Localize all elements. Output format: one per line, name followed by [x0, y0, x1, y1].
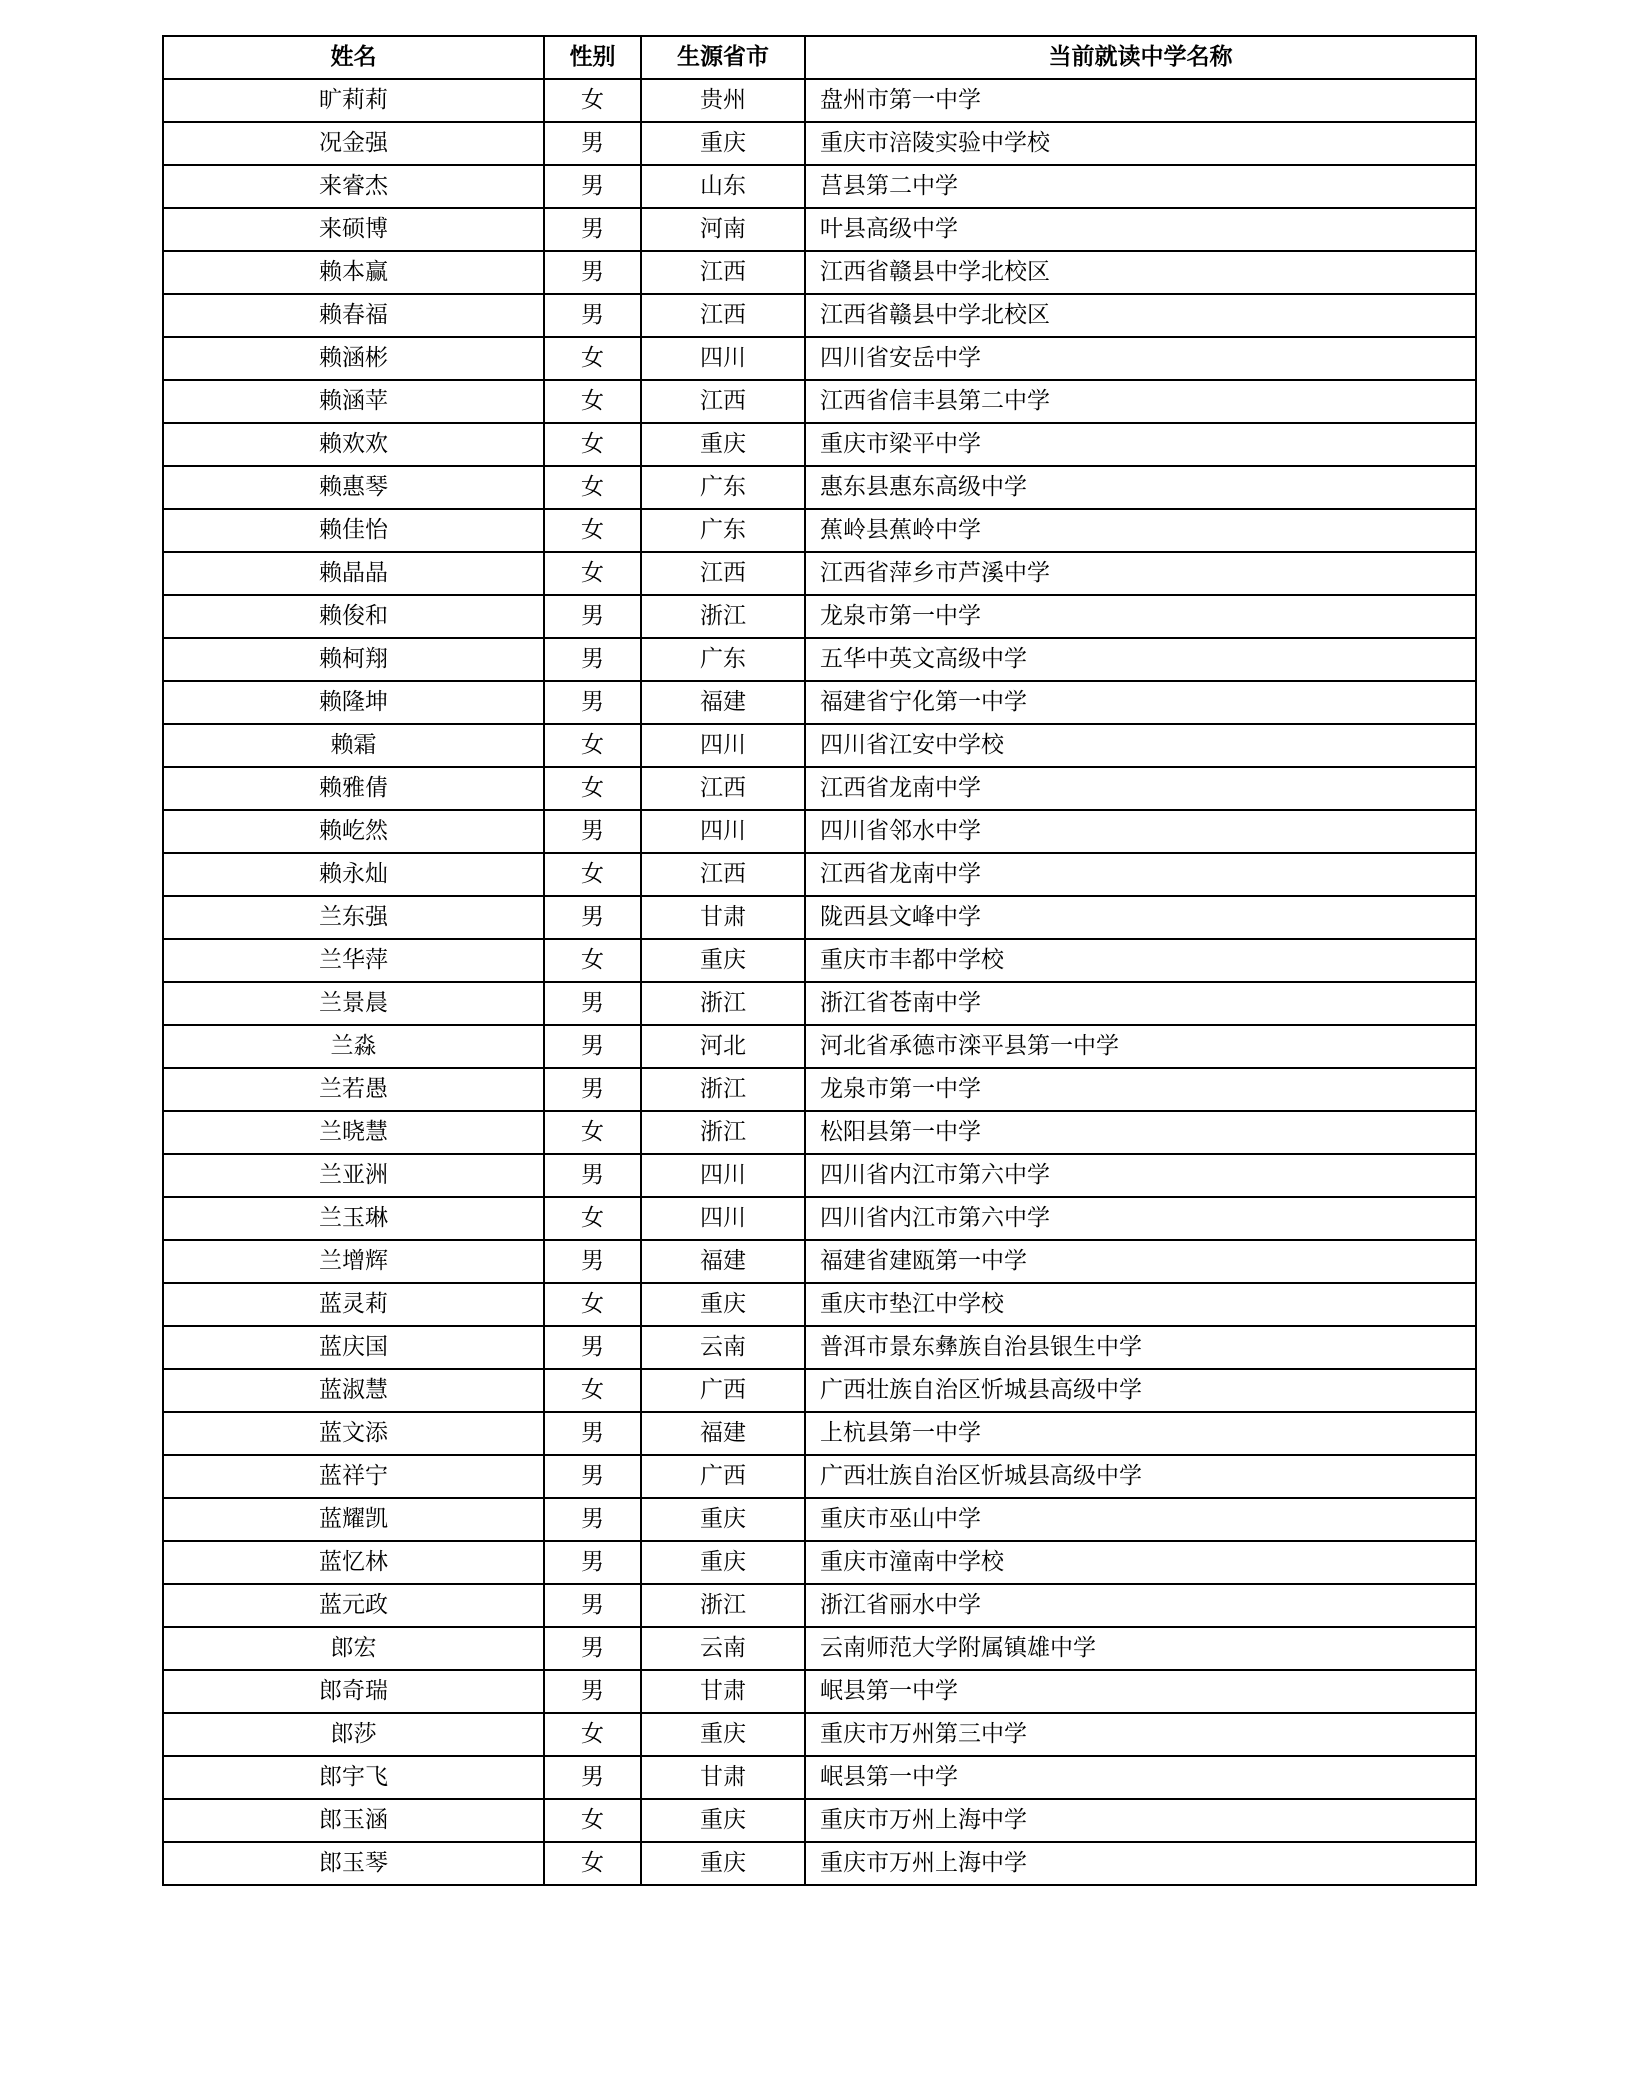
cell-name: 来硕博 — [163, 208, 544, 251]
cell-school: 重庆市万州上海中学 — [805, 1799, 1476, 1842]
cell-school: 广西壮族自治区忻城县高级中学 — [805, 1369, 1476, 1412]
cell-school: 江西省赣县中学北校区 — [805, 251, 1476, 294]
table-row — [163, 208, 1476, 251]
cell-school: 叶县高级中学 — [805, 208, 1476, 251]
cell-gender: 男 — [544, 1068, 641, 1111]
cell-gender: 女 — [544, 1799, 641, 1842]
cell-gender: 女 — [544, 767, 641, 810]
cell-name: 兰晓慧 — [163, 1111, 544, 1154]
table-row — [163, 810, 1476, 853]
cell-name: 来睿杰 — [163, 165, 544, 208]
cell-school: 重庆市丰都中学校 — [805, 939, 1476, 982]
cell-province: 云南 — [641, 1627, 805, 1670]
table-row — [163, 681, 1476, 724]
table-row — [163, 1240, 1476, 1283]
cell-name: 蓝庆国 — [163, 1326, 544, 1369]
cell-name: 郎玉涵 — [163, 1799, 544, 1842]
cell-gender: 男 — [544, 208, 641, 251]
table-row — [163, 638, 1476, 681]
cell-name: 蓝灵莉 — [163, 1283, 544, 1326]
cell-name: 赖春福 — [163, 294, 544, 337]
header-gender: 性别 — [544, 36, 641, 79]
cell-gender: 男 — [544, 165, 641, 208]
table-row — [163, 896, 1476, 939]
header-name: 姓名 — [163, 36, 544, 79]
cell-school: 重庆市潼南中学校 — [805, 1541, 1476, 1584]
cell-gender: 女 — [544, 466, 641, 509]
cell-name: 兰华萍 — [163, 939, 544, 982]
cell-gender: 男 — [544, 251, 641, 294]
cell-school: 莒县第二中学 — [805, 165, 1476, 208]
cell-province: 贵州 — [641, 79, 805, 122]
cell-province: 浙江 — [641, 595, 805, 638]
cell-name: 赖涵苹 — [163, 380, 544, 423]
table-row — [163, 1197, 1476, 1240]
cell-name: 赖屹然 — [163, 810, 544, 853]
cell-province: 浙江 — [641, 1111, 805, 1154]
cell-name: 兰玉琳 — [163, 1197, 544, 1240]
cell-province: 浙江 — [641, 982, 805, 1025]
cell-school: 四川省内江市第六中学 — [805, 1197, 1476, 1240]
cell-name: 兰亚洲 — [163, 1154, 544, 1197]
cell-gender: 女 — [544, 509, 641, 552]
cell-province: 四川 — [641, 337, 805, 380]
cell-gender: 女 — [544, 337, 641, 380]
cell-province: 浙江 — [641, 1584, 805, 1627]
cell-gender: 男 — [544, 810, 641, 853]
cell-name: 蓝耀凯 — [163, 1498, 544, 1541]
cell-name: 赖柯翔 — [163, 638, 544, 681]
cell-province: 四川 — [641, 1154, 805, 1197]
cell-gender: 男 — [544, 1541, 641, 1584]
cell-gender: 女 — [544, 1713, 641, 1756]
cell-name: 赖欢欢 — [163, 423, 544, 466]
cell-gender: 女 — [544, 79, 641, 122]
cell-province: 甘肃 — [641, 1670, 805, 1713]
cell-name: 蓝忆林 — [163, 1541, 544, 1584]
cell-gender: 男 — [544, 1498, 641, 1541]
cell-province: 福建 — [641, 1412, 805, 1455]
cell-name: 兰景晨 — [163, 982, 544, 1025]
cell-name: 郎奇瑞 — [163, 1670, 544, 1713]
cell-province: 四川 — [641, 724, 805, 767]
cell-gender: 女 — [544, 1197, 641, 1240]
table-row — [163, 724, 1476, 767]
cell-gender: 男 — [544, 122, 641, 165]
table-row — [163, 1670, 1476, 1713]
cell-school: 重庆市万州上海中学 — [805, 1842, 1476, 1885]
table-row — [163, 1713, 1476, 1756]
cell-school: 江西省信丰县第二中学 — [805, 380, 1476, 423]
table-row — [163, 466, 1476, 509]
cell-province: 广东 — [641, 466, 805, 509]
table-row — [163, 79, 1476, 122]
cell-school: 河北省承德市滦平县第一中学 — [805, 1025, 1476, 1068]
cell-school: 蕉岭县蕉岭中学 — [805, 509, 1476, 552]
cell-province: 四川 — [641, 810, 805, 853]
cell-school: 江西省龙南中学 — [805, 767, 1476, 810]
cell-province: 广东 — [641, 509, 805, 552]
cell-name: 郎宇飞 — [163, 1756, 544, 1799]
table-row — [163, 1756, 1476, 1799]
cell-school: 重庆市涪陵实验中学校 — [805, 122, 1476, 165]
cell-name: 郎宏 — [163, 1627, 544, 1670]
cell-province: 河北 — [641, 1025, 805, 1068]
table-row — [163, 982, 1476, 1025]
cell-gender: 男 — [544, 1240, 641, 1283]
cell-school: 重庆市巫山中学 — [805, 1498, 1476, 1541]
cell-school: 龙泉市第一中学 — [805, 1068, 1476, 1111]
table-row — [163, 1842, 1476, 1885]
cell-province: 浙江 — [641, 1068, 805, 1111]
cell-province: 江西 — [641, 294, 805, 337]
cell-gender: 男 — [544, 1756, 641, 1799]
table-row — [163, 1412, 1476, 1455]
cell-school: 广西壮族自治区忻城县高级中学 — [805, 1455, 1476, 1498]
cell-school: 上杭县第一中学 — [805, 1412, 1476, 1455]
cell-province: 山东 — [641, 165, 805, 208]
cell-name: 况金强 — [163, 122, 544, 165]
cell-gender: 男 — [544, 982, 641, 1025]
table-row — [163, 509, 1476, 552]
cell-gender: 女 — [544, 724, 641, 767]
table-row — [163, 1541, 1476, 1584]
cell-school: 江西省赣县中学北校区 — [805, 294, 1476, 337]
student-roster-table — [162, 35, 1477, 1886]
cell-gender: 男 — [544, 896, 641, 939]
table-row — [163, 939, 1476, 982]
cell-province: 重庆 — [641, 122, 805, 165]
table-row — [163, 251, 1476, 294]
cell-province: 重庆 — [641, 1713, 805, 1756]
table-row — [163, 337, 1476, 380]
cell-school: 四川省江安中学校 — [805, 724, 1476, 767]
table-row — [163, 552, 1476, 595]
cell-name: 赖永灿 — [163, 853, 544, 896]
table-row — [163, 165, 1476, 208]
cell-gender: 女 — [544, 1283, 641, 1326]
cell-name: 兰增辉 — [163, 1240, 544, 1283]
table-row — [163, 1111, 1476, 1154]
cell-gender: 男 — [544, 1025, 641, 1068]
cell-school: 浙江省丽水中学 — [805, 1584, 1476, 1627]
cell-province: 重庆 — [641, 1799, 805, 1842]
cell-gender: 男 — [544, 681, 641, 724]
cell-province: 四川 — [641, 1197, 805, 1240]
cell-gender: 男 — [544, 294, 641, 337]
table-row — [163, 1799, 1476, 1842]
cell-province: 福建 — [641, 1240, 805, 1283]
cell-name: 赖佳怡 — [163, 509, 544, 552]
cell-name: 赖俊和 — [163, 595, 544, 638]
cell-gender: 女 — [544, 380, 641, 423]
table-row — [163, 1498, 1476, 1541]
cell-province: 江西 — [641, 380, 805, 423]
cell-gender: 男 — [544, 1326, 641, 1369]
cell-name: 蓝祥宁 — [163, 1455, 544, 1498]
cell-gender: 男 — [544, 1670, 641, 1713]
table-row — [163, 767, 1476, 810]
cell-school: 四川省邻水中学 — [805, 810, 1476, 853]
cell-name: 赖晶晶 — [163, 552, 544, 595]
cell-province: 甘肃 — [641, 1756, 805, 1799]
cell-name: 蓝元政 — [163, 1584, 544, 1627]
cell-province: 甘肃 — [641, 896, 805, 939]
cell-province: 河南 — [641, 208, 805, 251]
table-row — [163, 1283, 1476, 1326]
table-body — [163, 79, 1476, 1885]
table-row — [163, 380, 1476, 423]
cell-school: 松阳县第一中学 — [805, 1111, 1476, 1154]
cell-school: 岷县第一中学 — [805, 1756, 1476, 1799]
cell-school: 浙江省苍南中学 — [805, 982, 1476, 1025]
table-row — [163, 1369, 1476, 1412]
cell-gender: 男 — [544, 1412, 641, 1455]
cell-school: 四川省安岳中学 — [805, 337, 1476, 380]
cell-gender: 女 — [544, 939, 641, 982]
cell-name: 赖涵彬 — [163, 337, 544, 380]
cell-gender: 男 — [544, 638, 641, 681]
cell-name: 赖霜 — [163, 724, 544, 767]
header-row — [163, 36, 1476, 79]
table-row — [163, 1068, 1476, 1111]
cell-gender: 女 — [544, 1111, 641, 1154]
table-header — [163, 36, 1476, 79]
table-row — [163, 1455, 1476, 1498]
cell-gender: 女 — [544, 1842, 641, 1885]
cell-province: 重庆 — [641, 1283, 805, 1326]
cell-school: 盘州市第一中学 — [805, 79, 1476, 122]
table-row — [163, 294, 1476, 337]
cell-province: 福建 — [641, 681, 805, 724]
cell-name: 兰淼 — [163, 1025, 544, 1068]
cell-province: 重庆 — [641, 1498, 805, 1541]
cell-name: 郎莎 — [163, 1713, 544, 1756]
cell-school: 重庆市万州第三中学 — [805, 1713, 1476, 1756]
cell-gender: 男 — [544, 1154, 641, 1197]
cell-school: 江西省萍乡市芦溪中学 — [805, 552, 1476, 595]
table-row — [163, 853, 1476, 896]
cell-name: 蓝文添 — [163, 1412, 544, 1455]
cell-province: 云南 — [641, 1326, 805, 1369]
cell-gender: 女 — [544, 853, 641, 896]
cell-name: 赖雅倩 — [163, 767, 544, 810]
cell-province: 江西 — [641, 853, 805, 896]
cell-name: 兰东强 — [163, 896, 544, 939]
cell-province: 江西 — [641, 552, 805, 595]
table-row — [163, 1326, 1476, 1369]
cell-province: 广东 — [641, 638, 805, 681]
cell-school: 惠东县惠东高级中学 — [805, 466, 1476, 509]
table-row — [163, 1025, 1476, 1068]
cell-gender: 女 — [544, 1369, 641, 1412]
cell-name: 郎玉琴 — [163, 1842, 544, 1885]
cell-school: 岷县第一中学 — [805, 1670, 1476, 1713]
cell-gender: 女 — [544, 423, 641, 466]
cell-gender: 男 — [544, 1584, 641, 1627]
cell-school: 云南师范大学附属镇雄中学 — [805, 1627, 1476, 1670]
cell-name: 赖惠琴 — [163, 466, 544, 509]
cell-school: 普洱市景东彝族自治县银生中学 — [805, 1326, 1476, 1369]
table-row — [163, 1627, 1476, 1670]
cell-gender: 男 — [544, 1627, 641, 1670]
cell-name: 蓝淑慧 — [163, 1369, 544, 1412]
cell-gender: 男 — [544, 1455, 641, 1498]
table-row — [163, 122, 1476, 165]
header-province: 生源省市 — [641, 36, 805, 79]
cell-school: 五华中英文高级中学 — [805, 638, 1476, 681]
cell-name: 兰若愚 — [163, 1068, 544, 1111]
cell-school: 重庆市梁平中学 — [805, 423, 1476, 466]
table-row — [163, 1584, 1476, 1627]
cell-name: 赖隆坤 — [163, 681, 544, 724]
cell-province: 江西 — [641, 251, 805, 294]
cell-school: 陇西县文峰中学 — [805, 896, 1476, 939]
cell-school: 江西省龙南中学 — [805, 853, 1476, 896]
cell-province: 重庆 — [641, 939, 805, 982]
cell-province: 重庆 — [641, 1541, 805, 1584]
cell-province: 重庆 — [641, 1842, 805, 1885]
table-row — [163, 1154, 1476, 1197]
header-school: 当前就读中学名称 — [805, 36, 1476, 79]
cell-school: 重庆市垫江中学校 — [805, 1283, 1476, 1326]
cell-province: 广西 — [641, 1455, 805, 1498]
table-row — [163, 423, 1476, 466]
table-row — [163, 595, 1476, 638]
cell-school: 福建省宁化第一中学 — [805, 681, 1476, 724]
cell-school: 龙泉市第一中学 — [805, 595, 1476, 638]
cell-school: 四川省内江市第六中学 — [805, 1154, 1476, 1197]
cell-province: 江西 — [641, 767, 805, 810]
cell-province: 重庆 — [641, 423, 805, 466]
cell-gender: 男 — [544, 595, 641, 638]
cell-province: 广西 — [641, 1369, 805, 1412]
cell-school: 福建省建瓯第一中学 — [805, 1240, 1476, 1283]
cell-name: 赖本赢 — [163, 251, 544, 294]
cell-gender: 女 — [544, 552, 641, 595]
cell-name: 旷莉莉 — [163, 79, 544, 122]
